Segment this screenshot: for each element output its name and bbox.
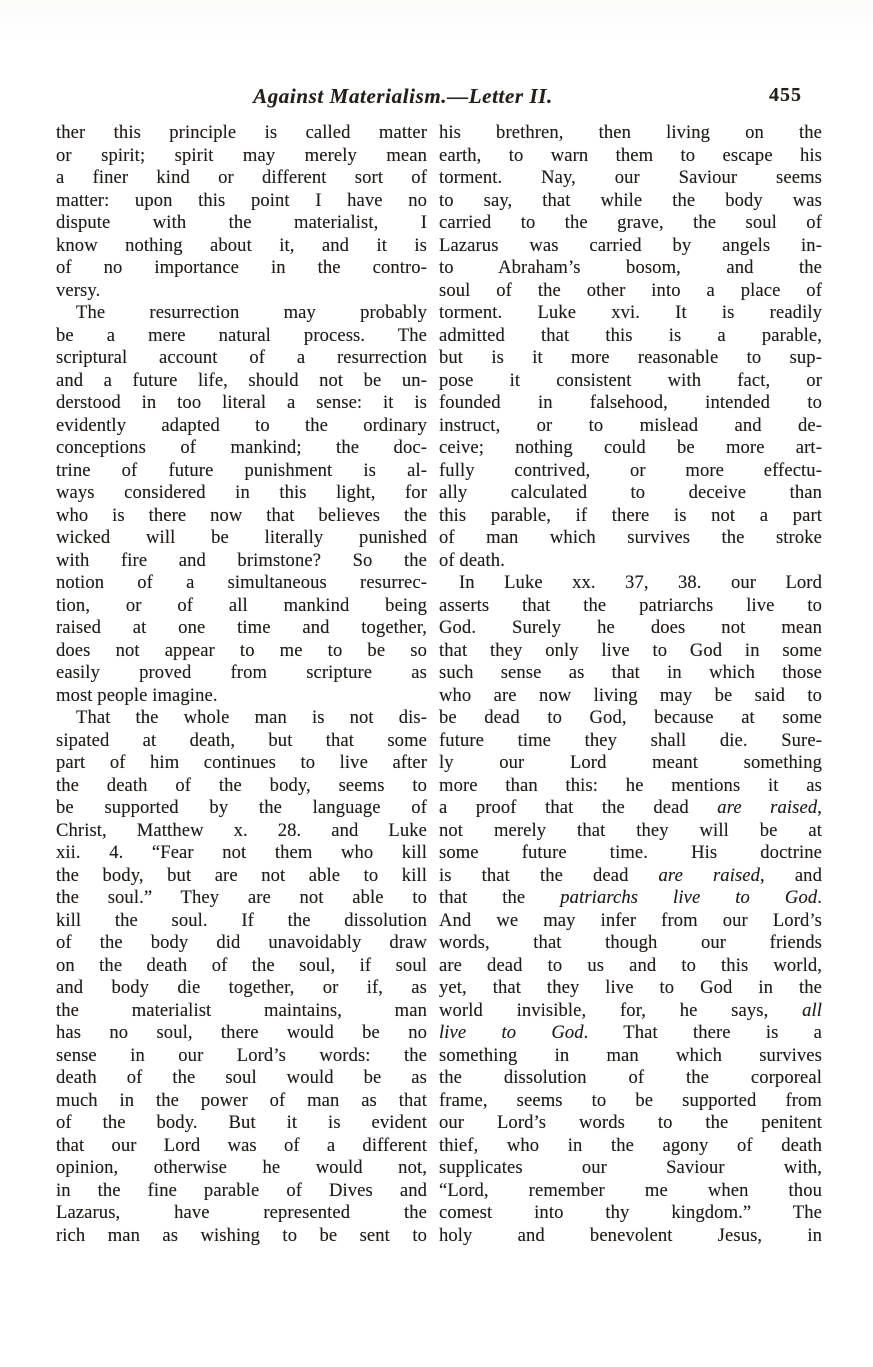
text-line: future time they shall die. Sure- bbox=[439, 729, 822, 751]
column-right bbox=[439, 122, 822, 1247]
text-line: be a mere natural process. The bbox=[56, 324, 427, 346]
text-line: pose it consistent with fact, or bbox=[439, 369, 822, 391]
text-line: ways considered in this light, for bbox=[56, 482, 427, 503]
text-line: asserts that the patriarchs live to bbox=[439, 594, 822, 616]
text-line: instruct, or to mislead and de- bbox=[439, 414, 822, 436]
text-line: is that the dead are raised, and bbox=[439, 864, 822, 886]
text-line: trine of future punishment is al- bbox=[56, 459, 427, 481]
text-line: soul of the other into a place of bbox=[439, 279, 822, 301]
text-line: such sense as that in which those bbox=[439, 662, 822, 683]
text-line: the materialist maintains, man bbox=[56, 999, 427, 1021]
text-line: to Abraham’s bosom, and the bbox=[439, 257, 822, 278]
text-line: more than this: he mentions it as bbox=[439, 774, 822, 796]
text-line: derstood in too literal a sense: it is bbox=[56, 392, 427, 413]
column-left bbox=[56, 122, 427, 1247]
text-line: but is it more reasonable to sup- bbox=[439, 347, 822, 368]
text-line: fully contrived, or more effectu- bbox=[439, 459, 822, 481]
text-line: our Lord’s words to the penitent bbox=[439, 1112, 822, 1133]
text-line: of no importance in the contro- bbox=[56, 257, 427, 278]
text-line: death of the soul would be as bbox=[56, 1067, 427, 1088]
text-line: thief, who in the agony of death bbox=[439, 1134, 822, 1156]
text-line: the dissolution of the corporeal bbox=[439, 1067, 822, 1088]
text-line: dispute with the materialist, I bbox=[56, 212, 427, 233]
text-line: Lazarus, have represented the bbox=[56, 1202, 427, 1223]
text-line: that they only live to God in some bbox=[439, 639, 822, 661]
text-line: “Lord, remember me when thou bbox=[439, 1179, 822, 1201]
text-line: to say, that while the body was bbox=[439, 189, 822, 211]
text-line: And we may infer from our Lord’s bbox=[439, 909, 822, 931]
text-line: earth, to warn them to escape his bbox=[439, 144, 822, 166]
text-line: his brethren, then living on the bbox=[439, 122, 822, 143]
text-line: matter: upon this point I have no bbox=[56, 189, 427, 211]
text-line: founded in falsehood, intended to bbox=[439, 392, 822, 413]
text-line: world invisible, for, he says, all bbox=[439, 999, 822, 1021]
page-title: Against Materialism.—Letter II. bbox=[253, 84, 553, 108]
text-line: yet, that they live to God in the bbox=[439, 977, 822, 998]
text-line: words, that though our friends bbox=[439, 932, 822, 953]
text-line: with fire and brimstone? So the bbox=[56, 549, 427, 571]
text-line: torment. Nay, our Saviour seems bbox=[439, 167, 822, 188]
text-line: and a future life, should not be un- bbox=[56, 369, 427, 391]
text-line: live to God. That there is a bbox=[439, 1022, 823, 1043]
text-line: a proof that the dead are raised, bbox=[439, 797, 822, 818]
text-line: that the patriarchs live to God. bbox=[439, 887, 823, 908]
text-line: are dead to us and to this world, bbox=[439, 954, 822, 976]
text-line: of the body. But it is evident bbox=[56, 1112, 427, 1133]
text-line: tion, or of all mankind being bbox=[56, 594, 427, 616]
text-line: know nothing about it, and it is bbox=[56, 234, 427, 256]
text-line: conceptions of mankind; the doc- bbox=[56, 437, 427, 458]
text-line: or spirit; spirit may merely mean bbox=[56, 144, 427, 166]
text-line: be supported by the language of bbox=[56, 797, 427, 818]
text-line: comest into thy kingdom.” The bbox=[439, 1202, 822, 1223]
text-line: frame, seems to be supported from bbox=[439, 1089, 822, 1111]
text-line: scriptural account of a resurrection bbox=[56, 347, 427, 368]
text-block bbox=[56, 84, 822, 1247]
text-line: opinion, otherwise he would not, bbox=[56, 1157, 427, 1178]
text-line: does not appear to me to be so bbox=[56, 639, 427, 661]
text-line: evidently adapted to the ordinary bbox=[56, 414, 427, 436]
text-line: kill the soul. If the dissolution bbox=[56, 909, 427, 931]
text-line: most people imagine. bbox=[56, 684, 218, 706]
text-line: versy. bbox=[56, 279, 101, 301]
text-line: has no soul, there would be no bbox=[56, 1022, 427, 1043]
text-line: of the body did unavoidably draw bbox=[56, 932, 427, 953]
text-line: Lazarus was carried by angels in- bbox=[439, 234, 822, 256]
text-line: supplicates our Saviour with, bbox=[439, 1157, 822, 1178]
text-line: part of him continues to live after bbox=[56, 752, 427, 773]
text-line: be dead to God, because at some bbox=[439, 707, 822, 728]
text-line: of man which survives the stroke bbox=[439, 527, 822, 548]
text-line: torment. Luke xvi. It is readily bbox=[439, 302, 822, 323]
text-line: that our Lord was of a different bbox=[56, 1134, 427, 1156]
text-line: carried to the grave, the soul of bbox=[439, 212, 822, 233]
text-line: raised at one time and together, bbox=[56, 617, 427, 638]
text-line: easily proved from scripture as bbox=[56, 662, 427, 683]
text-line: sipated at death, but that some bbox=[56, 729, 427, 751]
text-line: wicked will be literally punished bbox=[56, 527, 427, 548]
text-line: in the fine parable of Dives and bbox=[56, 1179, 427, 1201]
text-line: who is there now that believes the bbox=[56, 504, 427, 526]
text-line: much in the power of man as that bbox=[56, 1089, 427, 1111]
text-line: not merely that they will be at bbox=[439, 819, 822, 841]
text-line: some future time. His doctrine bbox=[439, 842, 822, 863]
page-number: 455 bbox=[769, 84, 802, 106]
text-line: and body die together, or if, as bbox=[56, 977, 427, 998]
text-line: something in man which survives bbox=[439, 1044, 822, 1066]
page-header bbox=[56, 84, 822, 122]
text-line: who are now living may be said to bbox=[439, 684, 822, 706]
text-line: ther this principle is called matter bbox=[56, 122, 427, 143]
text-line: That the whole man is not dis- bbox=[76, 707, 427, 728]
two-column-body bbox=[56, 122, 822, 1247]
text-line: rich man as wishing to be sent to bbox=[56, 1224, 427, 1246]
text-line: notion of a simultaneous resurrec- bbox=[56, 572, 427, 593]
text-line: admitted that this is a parable, bbox=[439, 324, 822, 346]
text-line: xii. 4. “Fear not them who kill bbox=[56, 842, 427, 863]
text-line: the death of the body, seems to bbox=[56, 774, 427, 796]
text-line: this parable, if there is not a part bbox=[439, 504, 822, 526]
text-line: ceive; nothing could be more art- bbox=[439, 437, 822, 458]
text-line: the body, but are not able to kill bbox=[56, 864, 427, 886]
text-line: a finer kind or different sort of bbox=[56, 167, 427, 188]
text-line: ally calculated to deceive than bbox=[439, 482, 822, 503]
text-line: In Luke xx. 37, 38. our Lord bbox=[459, 572, 822, 593]
text-line: holy and benevolent Jesus, in bbox=[439, 1224, 822, 1246]
text-line: the soul.” They are not able to bbox=[56, 887, 427, 908]
text-line: The resurrection may probably bbox=[76, 302, 427, 323]
text-line: sense in our Lord’s words: the bbox=[56, 1044, 427, 1066]
text-line: Christ, Matthew x. 28. and Luke bbox=[56, 819, 427, 841]
text-line: God. Surely he does not mean bbox=[439, 617, 822, 638]
text-line: ly our Lord meant something bbox=[439, 752, 822, 773]
text-line: of death. bbox=[439, 549, 505, 571]
text-line: on the death of the soul, if soul bbox=[56, 954, 427, 976]
